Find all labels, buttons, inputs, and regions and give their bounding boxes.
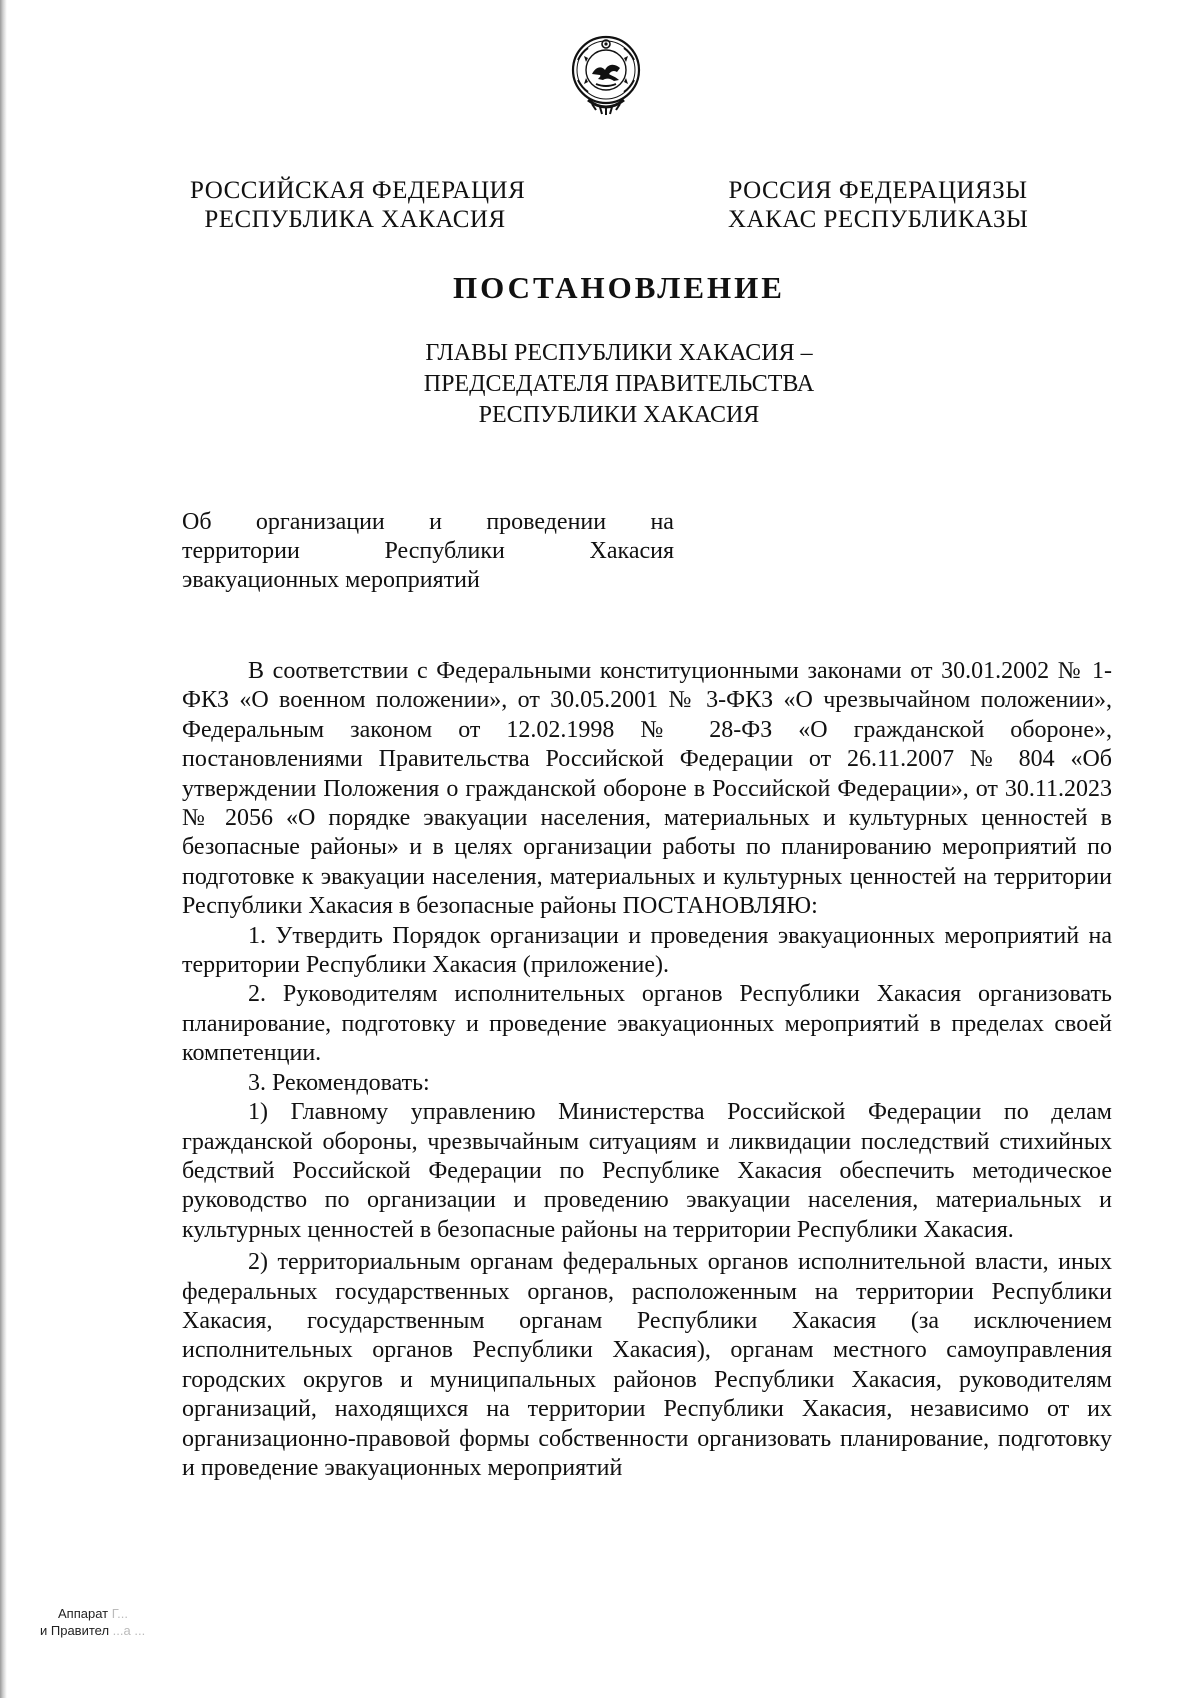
body-item-2: 2. Руководителям исполнительных органов Республики Хакасия организовать планирование, подготовку и проведение эвакуационных мероприятий в пределах своей компетенции. [182,981,1112,1067]
footer-line-2-text: и Правител [40,1623,110,1638]
document-subject [182,508,674,595]
subject-word: и [429,509,442,535]
subject-line-1 [182,508,674,537]
scan-edge [0,0,7,1698]
document-type-title: ПОСТАНОВЛЕНИЕ [453,270,785,305]
header-right [728,176,1028,234]
footer-line-1 [40,1605,145,1622]
body-intro-paragraph: В соответствии с Федеральными конституционными законами от 30.01.2002 № 1-ФКЗ «О военном положении», от 30.05.2001 № 3-ФКЗ «О чрезвычайном положении», Федеральным законом от 12.02.1998 № 28-ФЗ «О гражданской обороне», постановлениями Правительства Российской Федерации от 26.11.2007 № 804 «Об утверждении Положения о гражданской обороне в Российской Федерации», от 30.11.2023 № 2056 «О порядке эвакуации населения, материальных и культурных ценностей в безопасные районы» и в целях организации работы по планированию мероприятий по подготовке к эвакуации населения, материальных и культурных ценностей на территории Республики Хакасия в безопасные районы ПОСТАНОВЛЯЮ: [182,658,1112,920]
header-left-line-1: РОССИЙСКАЯ ФЕДЕРАЦИЯ [190,177,526,204]
subject-word: на [650,509,674,535]
issuer-line-1: ГЛАВЫ РЕСПУБЛИКИ ХАКАСИЯ – [425,340,813,366]
issuer-line-2: ПРЕДСЕДАТЕЛЯ ПРАВИТЕЛЬСТВА [423,371,815,397]
header-left-line-2: РЕСПУБЛИКА ХАКАСИЯ [204,206,506,233]
subject-word: проведении [486,509,607,535]
coat-of-arms-icon [570,30,642,128]
header-left [190,176,526,234]
body-item-1: 1. Утвердить Порядок организации и проведения эвакуационных мероприятий на территории Республики Хакасия (приложение). [182,922,1112,979]
footer-stamp [40,1605,145,1639]
document-body [182,657,1112,1483]
footer-line-1-text: Аппарат [58,1606,109,1621]
footer-line-2 [40,1622,145,1639]
header-right-line-2: ХАКАС РЕСПУБЛИКАЗЫ [728,206,1029,233]
coat-of-arms-emblem [570,30,642,128]
subject-word: Об [182,509,212,535]
body-item-3: 3. Рекомендовать: [248,1069,430,1096]
header-right-line-1: РОССИЯ ФЕДЕРАЦИЯЗЫ [728,177,1028,204]
subject-word: территории [182,538,300,564]
subject-line-3: эвакуационных мероприятий [182,567,480,593]
footer-line-1-faded: Г... [111,1606,129,1621]
subject-word: Республики [384,538,505,564]
issuer-block [0,338,1200,431]
footer-line-2-faded: ...а ... [112,1623,146,1638]
body-item-3-2: 2) территориальным органам федеральных органов исполнительной власти, иных федеральных государственных органов, расположенным на территории Республики Хакасия, государственным органам Республики Хакасия (за исключением исполнительных органов Республики Хакасия), органам местного самоуправления городских округов и муниципальных районов Республики Хакасия, руководителям организаций, находящихся на территории Республики Хакасия, независимо от их организационно-правовой формы собственности организовать планирование, подготовку и проведение эвакуационных мероприятий [182,1249,1112,1481]
subject-line-2 [182,537,674,566]
body-item-3-1: 1) Главному управлению Министерства Российской Федерации по делам гражданской обороны, чрезвычайным ситуациям и ликвидации последствий стихийных бедствий Российской Федерации по Республике Хакасия обеспечить методическое руководство по организации и проведению эвакуации населения, материальных и культурных ценностей в безопасные районы на территории Республики Хакасия. [182,1099,1112,1243]
subject-word: Хакасия [589,538,674,564]
subject-word: организации [255,509,385,535]
issuer-line-3: РЕСПУБЛИКИ ХАКАСИЯ [478,402,760,428]
